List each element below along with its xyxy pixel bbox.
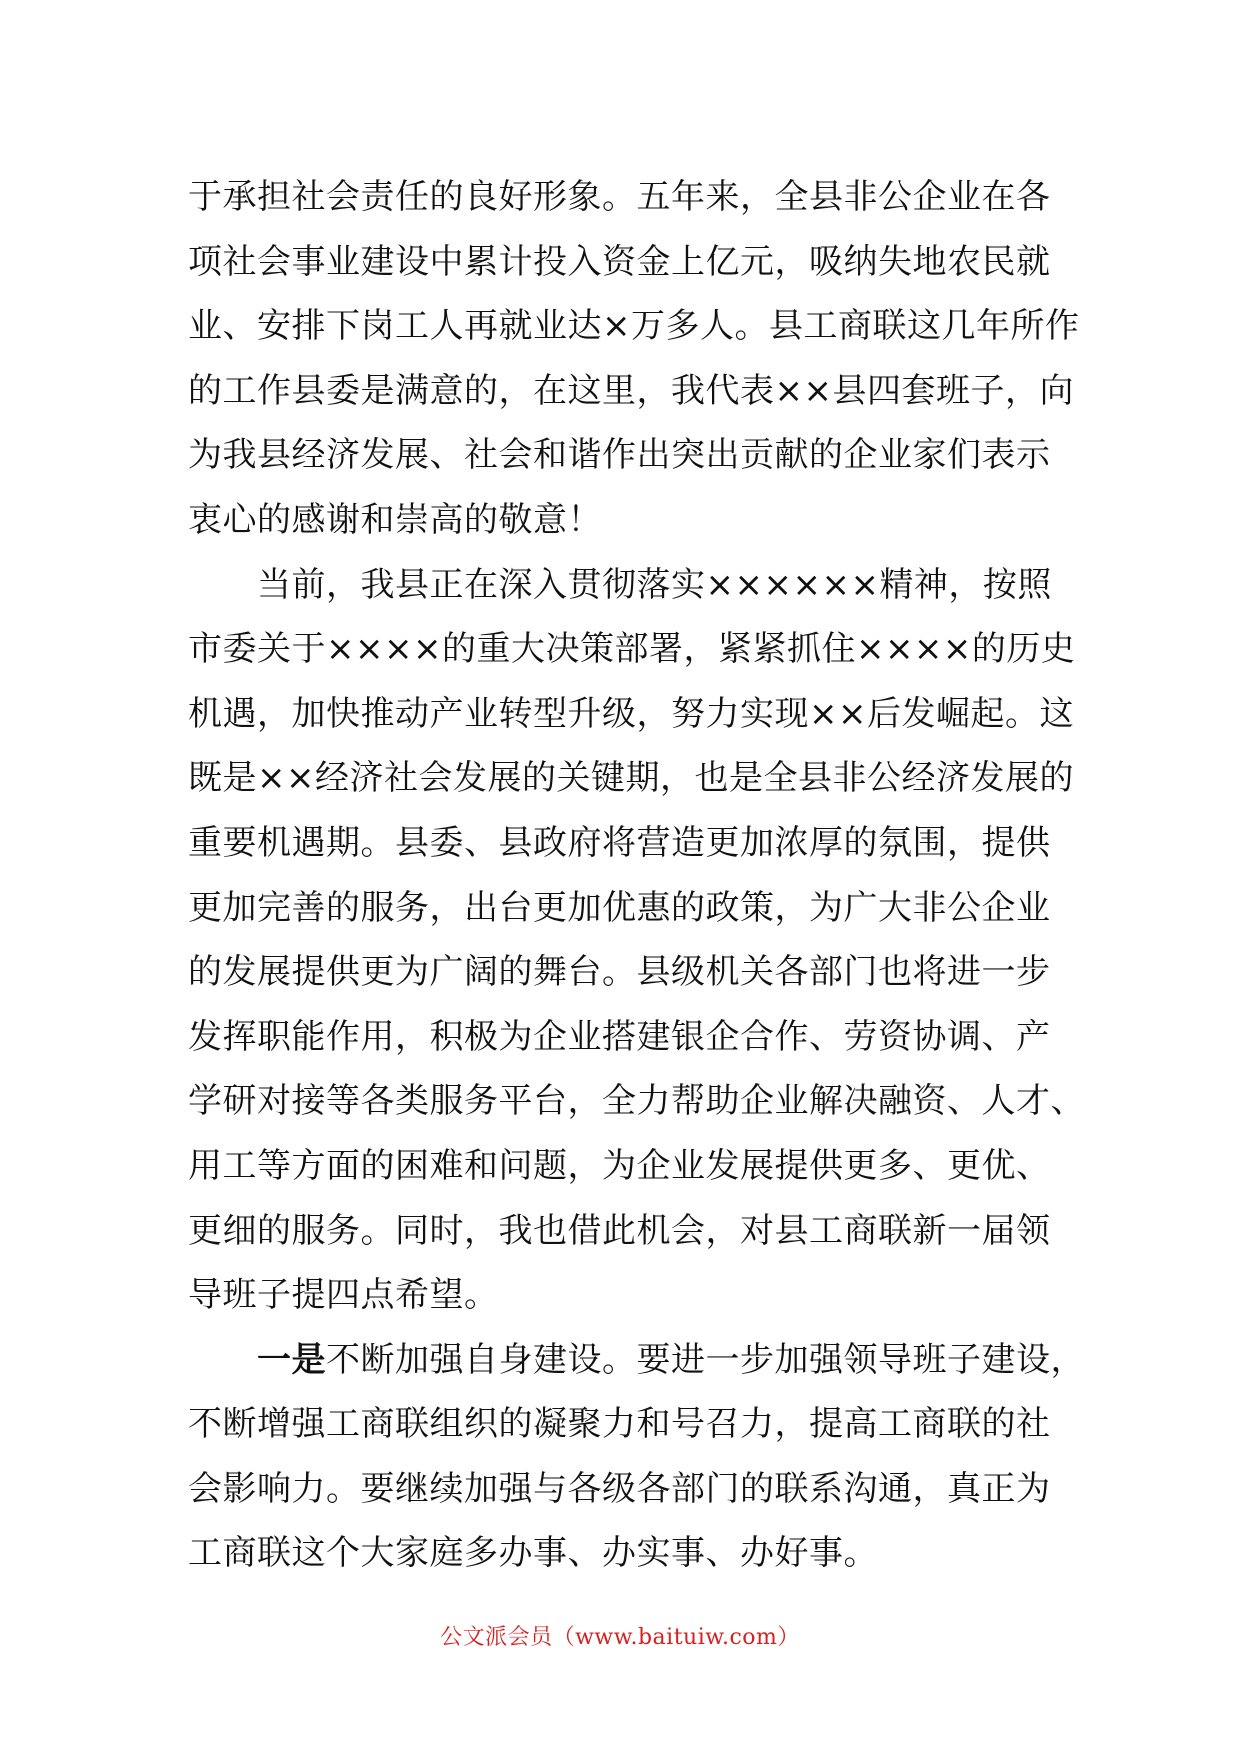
text-line-10: 既是××经济社会发展的关键期，也是全县非公经济发展的 (188, 758, 1074, 799)
document-body (188, 165, 1085, 1586)
text-line-12: 更加完善的服务，出台更加优惠的政策，为广大非公企业 (188, 887, 1051, 928)
point-one-indent (188, 1340, 257, 1380)
point-one-line-2: 不断增强工商联组织的凝聚力和号召力，提高工商联的社 (188, 1404, 1051, 1445)
footer-watermark-text: 公文派会员（www.baituiw.com） (440, 1625, 800, 1650)
text-line-17: 更细的服务。同时，我也借此机会，对县工商联新一届领 (188, 1210, 1051, 1251)
text-line-1: 于承担社会责任的良好形象。五年来，全县非公企业在各 (188, 177, 1051, 217)
text-line-18: 导班子提四点希望。 (188, 1275, 499, 1316)
point-one-first-line (188, 1328, 1085, 1393)
point-one-line-3: 会影响力。要继续加强与各级各部门的联系沟通，真正为 (188, 1468, 1051, 1509)
text-line-4: 的工作县委是满意的，在这里，我代表××县四套班子，向 (188, 370, 1074, 411)
text-line-2: 项社会事业建设中累计投入资金上亿元，吸纳失地农民就 (188, 241, 1051, 282)
text-line-7: 当前，我县正在深入贯彻落实××××××精神，按照 (188, 564, 1052, 605)
point-one-first-line-rest: 不断加强自身建设。要进一步加强领导班子建设， (326, 1339, 1085, 1380)
point-one-line-4: 工商联这个大家庭多办事、办实事、办好事。 (188, 1533, 878, 1574)
text-line-16: 用工等方面的困难和问题，为企业发展提供更多、更优、 (188, 1145, 1051, 1186)
point-one-lead: 一是 (257, 1339, 326, 1380)
text-line-6: 衷心的感谢和崇高的敬意！ (188, 499, 602, 540)
text-line-5: 为我县经济发展、社会和谐作出突出贡献的企业家们表示 (188, 435, 1051, 476)
text-line-14: 发挥职能作用，积极为企业搭建银企合作、劳资协调、产 (188, 1016, 1051, 1057)
text-line-15: 学研对接等各类服务平台，全力帮助企业解决融资、人才、 (188, 1081, 1085, 1122)
text-line-13: 的发展提供更为广阔的舞台。县级机关各部门也将进一步 (188, 952, 1051, 993)
text-line-8: 市委关于××××的重大决策部署，紧紧抓住××××的历史 (188, 629, 1076, 670)
text-line-9: 机遇，加快推动产业转型升级，努力实现××后发崛起。这 (188, 693, 1074, 734)
text-line-11: 重要机遇期。县委、县政府将营造更加浓厚的氛围，提供 (188, 822, 1051, 863)
text-line-3: 业、安排下岗工人再就业达×万多人。县工商联这几年所作 (188, 306, 1080, 347)
